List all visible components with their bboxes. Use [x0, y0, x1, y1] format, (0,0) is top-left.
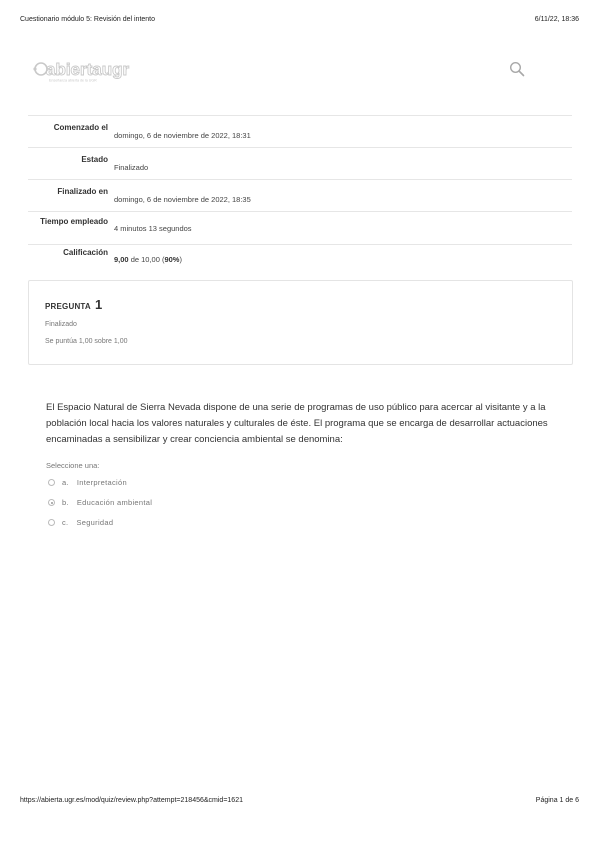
radio-button-selected[interactable] — [48, 499, 55, 506]
print-footer — [20, 797, 579, 804]
abiertaugr-logo[interactable] — [32, 56, 150, 84]
summary-label: Tiempo empleado — [40, 217, 108, 226]
option-label: Seguridad — [76, 518, 114, 527]
option-letter: c. — [62, 518, 69, 527]
summary-label: Calificación — [63, 248, 108, 257]
question-number: 1 — [95, 297, 103, 312]
summary-row-started — [28, 116, 572, 148]
radio-button[interactable] — [48, 519, 55, 526]
summary-row-state — [28, 148, 572, 180]
grade-close: ) — [179, 255, 182, 264]
print-datetime: 6/11/22, 18:36 — [534, 16, 579, 23]
summary-row-time-taken — [28, 212, 572, 245]
question-label: PREGUNTA — [45, 302, 91, 311]
option-label: Educación ambiental — [76, 498, 153, 507]
grade-score: 9,00 — [114, 255, 129, 264]
search-icon[interactable] — [509, 61, 525, 77]
summary-value: 4 minutos 13 segundos — [114, 223, 192, 233]
question-info-card — [28, 280, 573, 365]
logo-tagline: Enseñanza abierta de la UGR — [49, 78, 97, 83]
print-page-number: Página 1 de 6 — [535, 797, 579, 804]
answer-option-b[interactable] — [48, 498, 152, 507]
option-letter: a. — [62, 478, 69, 487]
question-state: Finalizado — [45, 321, 77, 328]
option-label: Interpretación — [76, 478, 127, 487]
summary-row-finished — [28, 180, 572, 212]
summary-value: domingo, 6 de noviembre de 2022, 18:35 — [114, 195, 251, 204]
grade-total: de 10,00 ( — [128, 255, 165, 264]
grade-percent: 90% — [164, 255, 180, 264]
answer-option-a[interactable] — [48, 478, 127, 487]
summary-value: Finalizado — [114, 163, 149, 172]
answer-prompt: Seleccione una: — [46, 461, 100, 470]
summary-label: Finalizado en — [57, 187, 108, 196]
summary-label: Estado — [81, 155, 108, 164]
summary-row-grade — [28, 245, 572, 277]
summary-value: domingo, 6 de noviembre de 2022, 18:31 — [114, 131, 251, 140]
option-letter: b. — [62, 498, 69, 507]
question-score: Se puntúa 1,00 sobre 1,00 — [45, 338, 128, 345]
summary-value-grade — [111, 245, 572, 277]
summary-label: Comenzado el — [53, 123, 108, 132]
print-url: https://abierta.ugr.es/mod/quiz/review.php?attempt=218456&cmid=1621 — [20, 797, 243, 804]
print-header — [20, 16, 579, 23]
radio-button[interactable] — [48, 479, 55, 486]
question-text: El Espacio Natural de Sierra Nevada dispone de una serie de programas de uso público para acercar al visitante y a la población local hacia los valores naturales y culturales de éste. El programa que se encarga de desarrollar actuaciones encaminadas a sensibilizar y crear conciencia ambiental se denomina: — [46, 402, 548, 445]
logo-text: abiertaugr — [46, 60, 130, 79]
question-title — [45, 297, 102, 312]
print-page-title: Cuestionario módulo 5: Revisión del intento — [20, 16, 156, 23]
attempt-summary-table — [28, 115, 572, 277]
answer-option-c[interactable] — [48, 518, 113, 527]
